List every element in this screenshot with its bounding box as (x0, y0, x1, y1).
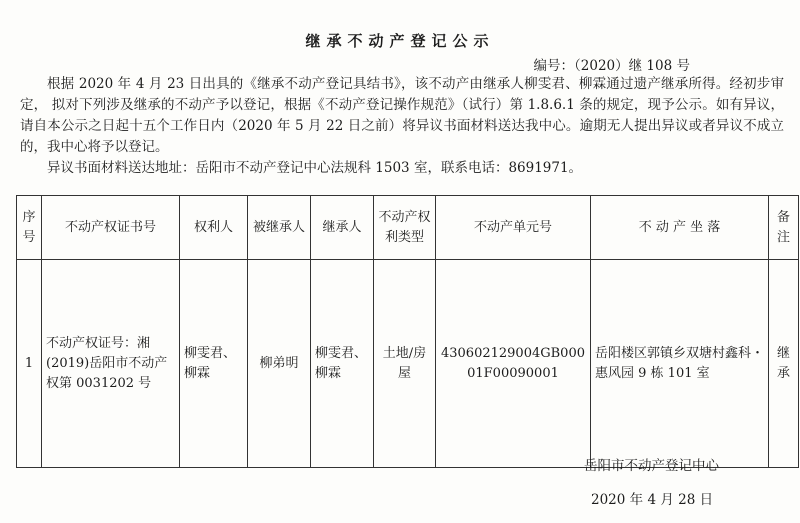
document-number: 编号：（2020）继 108 号 (533, 58, 690, 74)
cell-unit-no: 430602129004GB00001F00090001 (436, 260, 591, 468)
issuer-name: 岳阳市不动产登记中心 (584, 458, 719, 474)
header-cert-no: 不动产权证书号 (42, 196, 180, 260)
header-heir: 继承人 (311, 196, 374, 260)
header-unit-no: 不动产单元号 (436, 196, 591, 260)
notice-paragraph: 根据 2020 年 4 月 23 日出具的《继承不动产登记具结书》，该不动产由继承人柳雯君、柳霖通过遗产继承所得。经初步审定， 拟对下列涉及继承的不动产予以登记，根据《不动产登记操作规范》（试行）第 1.8.6.1 条的规定，现予公示。如有异议，请自本公示之日起十五个工作日内（2020 年 5 月 22 日之前）将异议书面材料送达我中心。逾期无人提出异议或者异议不成立的，我中心将予以登记。 (20, 76, 784, 155)
table-header-row (17, 196, 799, 260)
header-remark: 备注 (769, 196, 799, 260)
cell-heir: 柳雯君、柳霖 (311, 260, 374, 468)
cell-seq: 1 (17, 260, 42, 468)
registration-table (16, 195, 799, 468)
issue-date: 2020 年 4 月 28 日 (591, 492, 714, 508)
notice-title: 继承不动产登记公示 (305, 32, 495, 50)
notice-body (20, 74, 784, 179)
table-row (17, 260, 799, 468)
header-location: 不 动 产 坐 落 (591, 196, 769, 260)
header-seq: 序号 (17, 196, 42, 260)
header-right-type: 不动产权利类型 (374, 196, 436, 260)
cell-deceased: 柳弟明 (248, 260, 311, 468)
cell-cert-no: 不动产权证号：湘(2019)岳阳市不动产权第 0031202 号 (42, 260, 180, 468)
header-deceased: 被继承人 (248, 196, 311, 260)
cell-right-holder: 柳雯君、柳霖 (180, 260, 248, 468)
cell-right-type: 土地/房屋 (374, 260, 436, 468)
cell-location: 岳阳楼区郭镇乡双塘村鑫科・惠风园 9 栋 101 室 (591, 260, 769, 468)
cell-remark: 继承 (769, 260, 799, 468)
header-right-holder: 权利人 (180, 196, 248, 260)
notice-paragraph: 异议书面材料送达地址：岳阳市不动产登记中心法规科 1503 室，联系电话：8691971。 (47, 160, 583, 176)
